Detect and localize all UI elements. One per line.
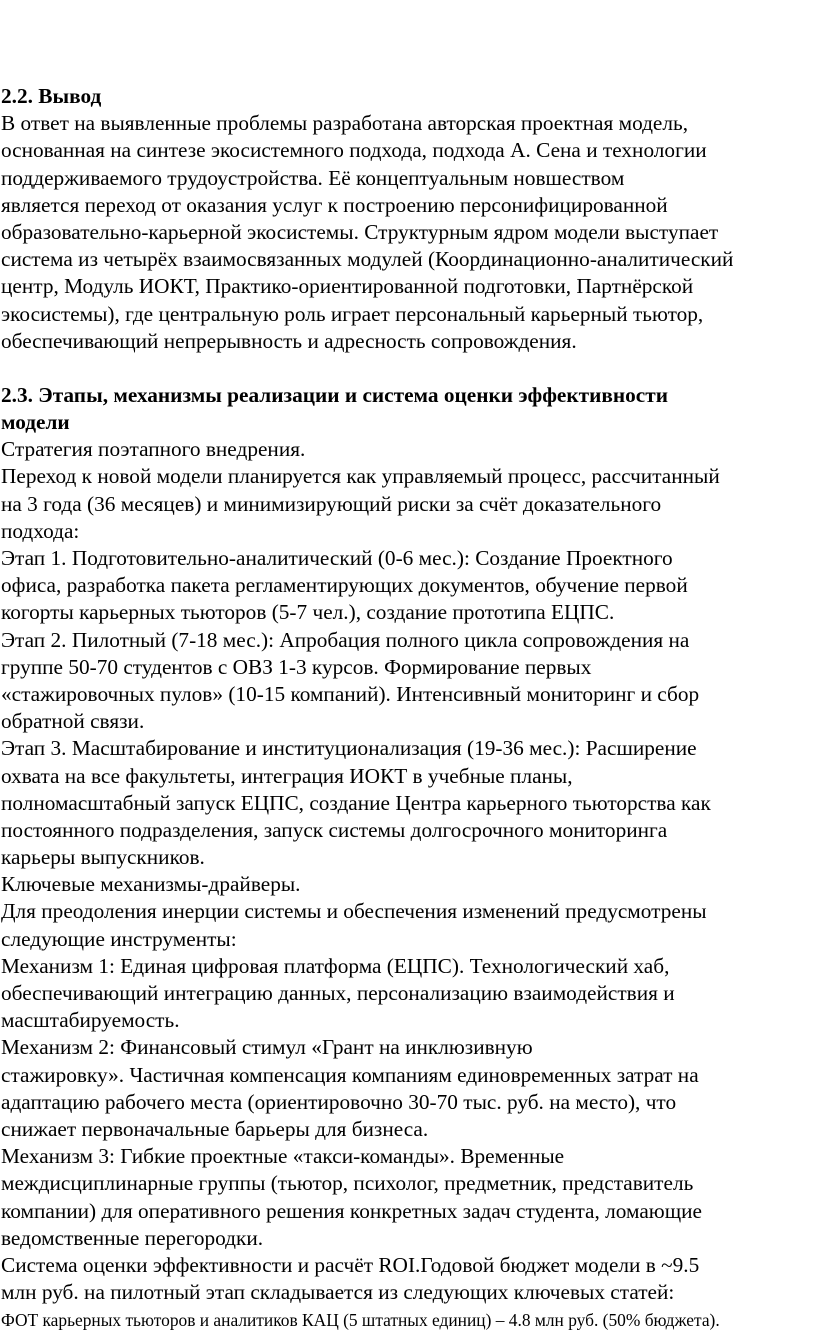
text-line: Система оценки эффективности и расчёт ROI.Годовой бюджет модели в ~9.5 [1, 1252, 700, 1277]
text-line: млн руб. на пилотный этап складывается из следующих ключевых статей: [1, 1280, 675, 1305]
text-line: Для преодоления инерции системы и обеспечения изменений предусмотрены [1, 899, 707, 924]
text-line: «стажировочных пулов» (10-15 компаний). Интенсивный мониторинг и сбор [1, 681, 700, 706]
text-line: полномасштабный запуск ЕЦПС, создание Центра карьерного тьюторства как [1, 790, 711, 815]
text-line: адаптацию рабочего места (ориентировочно 30-70 тыс. руб. на место), что [1, 1089, 677, 1114]
text-line: обеспечивающий интеграцию данных, персонализацию взаимодействия и [1, 981, 675, 1005]
section-spacer [0, 355, 816, 382]
text-line: следующие инструменты: [1, 926, 237, 951]
text-line: ведомственные перегородки. [1, 1225, 264, 1250]
budget-item-line: ФОТ карьерных тьюторов и аналитиков КАЦ (5 штатных единиц) – 4.8 млн руб. (50% бюджета). [1, 1310, 720, 1331]
text-line: охвата на все факультеты, интеграция ИОКТ в учебные планы, [1, 763, 573, 788]
text-line: Механизм 1: Единая цифровая платформа (ЕЦПС). Технологический хаб, [1, 953, 670, 978]
text-line: Механизм 3: Гибкие проектные «такси-команды». Временные [1, 1144, 565, 1169]
text-line: на 3 года (36 месяцев) и минимизирующий риски за счёт доказательного [1, 491, 662, 516]
text-line: масштабируемость. [1, 1008, 180, 1033]
text-line: Этап 3. Масштабирование и институционализация (19-36 мес.): Расширение [1, 736, 697, 761]
section-2-2-heading: 2.2. Вывод [1, 84, 102, 108]
text-line: обратной связи. [1, 709, 145, 734]
text-line: группе 50-70 студентов с ОВЗ 1-3 курсов. Формирование первых [1, 654, 592, 679]
text-line: основанная на синтезе экосистемного подхода, подхода А. Сена и технологии [1, 138, 707, 163]
text-line: компании) для оперативного решения конкретных задач студента, ломающие [1, 1198, 702, 1223]
text-line: Этап 1. Подготовительно-аналитический (0-6 мес.): Создание Проектного [1, 546, 673, 570]
text-line: Ключевые механизмы-драйверы. [1, 872, 301, 897]
section-2-3-heading-line-1: 2.3. Этапы, механизмы реализации и система оценки эффективности [1, 382, 668, 407]
text-line: Механизм 2: Финансовый стимул «Грант на инклюзивную [1, 1035, 533, 1060]
text-line: постоянного подразделения, запуск системы долгосрочного мониторинга [1, 817, 668, 842]
text-line: экосистемы), где центральную роль играет персональный карьерный тьютор, [1, 301, 704, 326]
document-body [0, 83, 816, 1334]
text-line: Стратегия поэтапного внедрения. [1, 437, 306, 462]
text-line: В ответ на выявленные проблемы разработана авторская проектная модель, [1, 111, 689, 136]
section-2-2-paragraph [0, 110, 816, 355]
text-line: является переход от оказания услуг к построению персонифицированной [1, 192, 668, 217]
text-line: стажировку». Частичная компенсация компаниям единовременных затрат на [1, 1062, 699, 1087]
text-line: Переход к новой модели планируется как управляемый процесс, рассчитанный [1, 464, 720, 489]
text-line: Этап 2. Пилотный (7-18 мес.): Апробация полного цикла сопровождения на [1, 627, 690, 652]
text-line: образовательно-карьерной экосистемы. Структурным ядром модели выступает [1, 219, 719, 244]
section-2-3-heading-line-2: модели [1, 410, 70, 435]
text-line: междисциплинарные группы (тьютор, психолог, предметник, представитель [1, 1171, 694, 1196]
text-line: когорты карьерных тьюторов (5-7 чел.), создание прототипа ЕЦПС. [1, 600, 615, 625]
text-line: обеспечивающий непрерывность и адресность сопровождения. [1, 328, 577, 353]
text-line: система из четырёх взаимосвязанных модулей (Координационно-аналитический [1, 247, 734, 272]
section-2-3-paragraphs [0, 436, 816, 1334]
text-line: центр, Модуль ИОКТ, Практико-ориентированной подготовки, Партнёрской [1, 274, 694, 299]
text-line: офиса, разработка пакета регламентирующих документов, обучение первой [1, 573, 688, 598]
text-line: подхода: [1, 518, 80, 543]
text-line: карьеры выпускников. [1, 845, 205, 870]
text-line: поддерживаемого трудоустройства. Её концептуальным новшеством [1, 165, 625, 190]
text-line: снижает первоначальные барьеры для бизнеса. [1, 1116, 429, 1141]
